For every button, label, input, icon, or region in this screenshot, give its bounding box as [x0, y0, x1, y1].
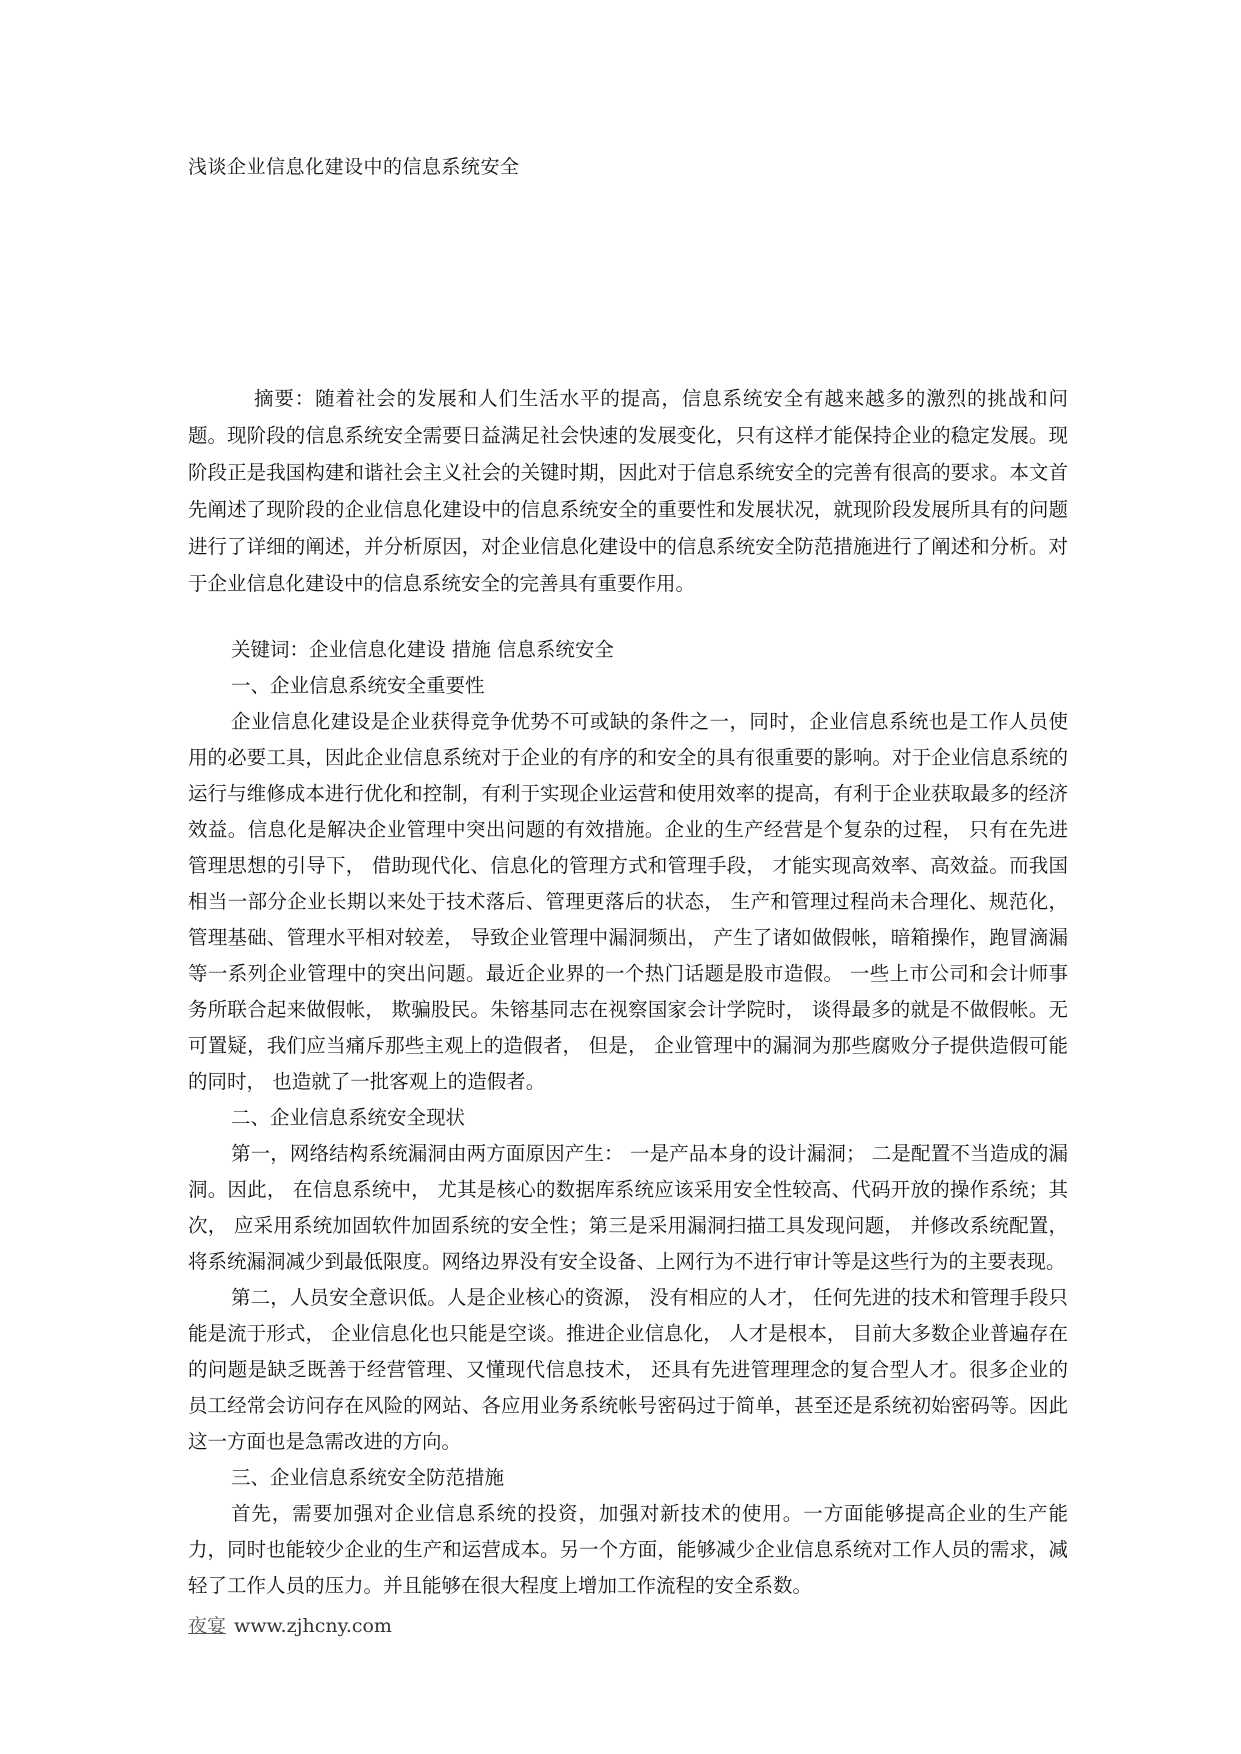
document-title: 浅谈企业信息化建设中的信息系统安全: [188, 156, 520, 178]
abstract-paragraph: 摘要：随着社会的发展和人们生活水平的提高，信息系统安全有越来越多的激烈的挑战和问题。现阶段的信息系统安全需要日益满足社会快速的发展变化，只有这样才能保持企业的稳定发展。现阶段正是我国构建和谐社会主义社会的关键时期，因此对于信息系统安全的完善有很高的要求。本文首先阐述了现阶段的企业信息化建设中的信息系统安全的重要性和发展状况，就现阶段发展所具有的问题进行了详细的阐述，并分析原因，对企业信息化建设中的信息系统安全防范措施进行了阐述和分析。对于企业信息化建设中的信息系统安全的完善具有重要作用。: [188, 387, 1068, 595]
section-1-paragraph: 企业信息化建设是企业获得竞争优势不可或缺的条件之一，同时，企业信息系统也是工作人员使用的必要工具，因此企业信息系统对于企业的有序的和安全的具有很重要的影响。对于企业信息系统的运行与维修成本进行优化和控制，有利于实现企业运营和使用效率的提高，有利于企业获取最多的经济效益。信息化是解决企业管理中突出问题的有效措施。企业的生产经营是个复杂的过程， 只有在先进管理思想的引导下， 借助现代化、信息化的管理方式和管理手段， 才能实现高效率、高效益。而我国相当一部分企业长期以来处于技术落后、管理更落后的状态， 生产和管理过程尚未合理化、规范化， 管理基础、管理水平相对较差， 导致企业管理中漏洞频出， 产生了诸如做假帐，暗箱操作，跑冒滴漏等一系列企业管理中的突出问题。最近企业界的一个热门话题是股市造假。 一些上市公司和会计师事务所联合起来做假帐， 欺骗股民。朱镕基同志在视察国家会计学院时， 谈得最多的就是不做假帐。无可置疑，我们应当痛斥那些主观上的造假者， 但是， 企业管理中的漏洞为那些腐败分子提供造假可能的同时， 也造就了一批客观上的造假者。: [188, 710, 1068, 1093]
footer-link[interactable]: 夜宴: [188, 1615, 227, 1637]
section-3-paragraph: 首先，需要加强对企业信息系统的投资，加强对新技术的使用。一方面能够提高企业的生产能力，同时也能较少企业的生产和运营成本。另一个方面，能够减少企业信息系统对工作人员的需求，减轻了工作人员的压力。并且能够在很大程度上增加工作流程的安全系数。: [188, 1502, 1068, 1597]
section-1-heading: 一、企业信息系统安全重要性: [231, 674, 485, 697]
section-3-heading: 三、企业信息系统安全防范措施: [231, 1466, 505, 1489]
section-2-heading: 二、企业信息系统安全现状: [231, 1106, 466, 1129]
keywords-line: 关键词：企业信息化建设 措施 信息系统安全: [231, 638, 614, 661]
document-body: [188, 632, 1068, 1604]
section-2-paragraph-2: 第二，人员安全意识低。人是企业核心的资源， 没有相应的人才， 任何先进的技术和管理手段只能是流于形式， 企业信息化也只能是空谈。推进企业信息化， 人才是根本， 目前大多数企业普遍存在的问题是缺乏既善于经营管理、又懂现代信息技术， 还具有先进管理理念的复合型人才。很多企业的员工经常会访问存在风险的网站、各应用业务系统帐号密码过于简单，甚至还是系统初始密码等。因此这一方面也是急需改进的方向。: [188, 1286, 1068, 1453]
footer-url: www.zjhcny.com: [234, 1615, 392, 1637]
page-footer: [188, 1612, 392, 1640]
section-2-paragraph-1: 第一，网络结构系统漏洞由两方面原因产生： 一是产品本身的设计漏洞； 二是配置不当造成的漏洞。因此， 在信息系统中， 尤其是核心的数据库系统应该采用安全性较高、代码开放的操作系统；其次， 应采用系统加固软件加固系统的安全性；第三是采用漏洞扫描工具发现问题， 并修改系统配置， 将系统漏洞减少到最低限度。网络边界没有安全设备、上网行为不进行审计等是这些行为的主要表现。: [188, 1142, 1068, 1273]
